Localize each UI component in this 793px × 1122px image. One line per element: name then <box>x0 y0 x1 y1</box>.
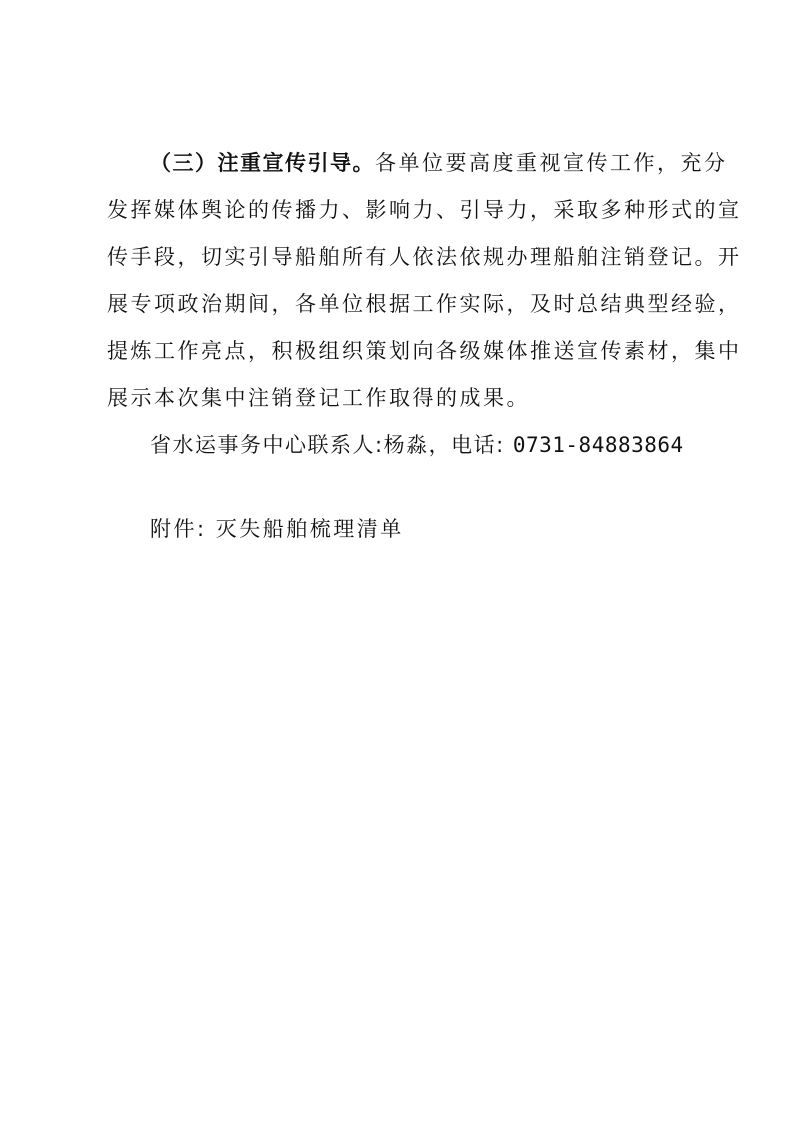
paragraph-line-3: 传手段，切实引导船舶所有人依法依规办理船舶注销登记。开 <box>107 245 742 269</box>
paragraph-line-6: 展示本次集中注销登记工作取得的成果。 <box>107 386 530 410</box>
paragraph-line-1-text: 各单位要高度重视宣传工作，充分 <box>375 151 728 175</box>
contact-label: 省水运事务中心联系人:杨淼，电话: <box>150 433 505 457</box>
paragraph-first-line <box>150 148 728 178</box>
section-heading: （三）注重宣传引导。 <box>150 151 375 175</box>
contact-phone: 0731-84883864 <box>512 433 684 457</box>
contact-line <box>150 430 684 460</box>
paragraph-line-4: 展专项政治期间，各单位根据工作实际，及时总结典型经验， <box>107 292 742 316</box>
attachment-line: 附件: 灭失船舶梳理清单 <box>150 517 404 541</box>
paragraph-line-5: 提炼工作亮点，积极组织策划向各级媒体推送宣传素材，集中 <box>107 339 742 363</box>
paragraph-line-2: 发挥媒体舆论的传播力、影响力、引导力，采取多种形式的宣 <box>107 198 742 222</box>
